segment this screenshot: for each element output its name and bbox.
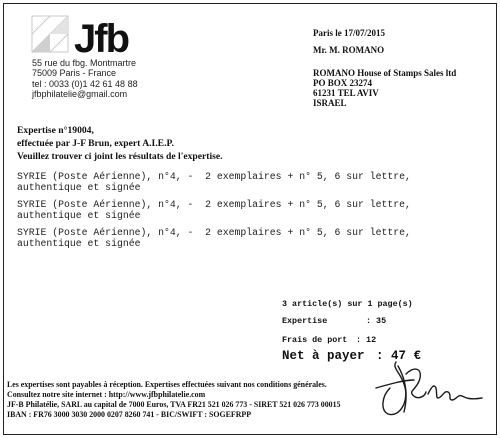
recipient-address-line: ISRAEL — [313, 98, 347, 108]
footer-legal — [7, 380, 340, 420]
article-count: 3 article(s) sur 1 page(s) — [282, 299, 413, 309]
shipping-label: Frais de port — [282, 335, 348, 345]
expertise-number: Expertise n°19004, — [17, 125, 94, 136]
item-description: SYRIE (Poste Aérienne), n°4, - 2 exemplaires + n° 5, 6 sur lettre, — [17, 198, 411, 210]
footer-line: JF-B Philatélie, SARL au capital de 7000 Euros, TVA FR21 521 026 773 - SIRET 521 026 773 00015 — [7, 400, 341, 409]
phone-line: tel : 0033 (0)1 42 61 48 88 — [32, 78, 138, 89]
logo-text: Jfb — [74, 17, 128, 58]
results-line: Veuillez trouver ci joint les résultats de l'expertise. — [17, 151, 223, 162]
footer-line: IBAN : FR76 3000 3030 2000 0207 8260 741 - BIC/SWIFT : SOGEFRPP — [7, 410, 252, 419]
item-description: SYRIE (Poste Aérienne), n°4, - 2 exemplaires + n° 5, 6 sur lettre, — [17, 226, 411, 238]
footer-line: Consultez notre site internet : http://www.jfbphilatelie.com — [7, 390, 206, 399]
expert-by-line: effectuée par J-F Brun, expert A.I.E.P. — [17, 138, 174, 149]
footer-line: Les expertises sont payables à réception. Expertises effectuées suivant nos conditions générales. — [7, 380, 327, 389]
item-description: SYRIE (Poste Aérienne), n°4, - 2 exemplaires + n° 5, 6 sur lettre, — [17, 171, 411, 182]
recipient-address-line: 61231 TEL AVIV — [313, 88, 379, 98]
sender-address — [32, 58, 138, 100]
address-line: 75009 Paris - France — [32, 68, 117, 79]
expertise-label: Expertise — [282, 316, 328, 326]
email-line: jfbphilatelie@gmail.com — [32, 89, 128, 100]
recipient-name: Mr. M. ROMANO — [313, 45, 385, 55]
list-item — [17, 199, 411, 221]
jfb-logo — [30, 14, 140, 58]
net-to-pay-label: Net à payer — [282, 349, 365, 363]
handwritten-signature — [370, 358, 488, 418]
expertise-value: : 35 — [366, 316, 387, 326]
recipient-address — [313, 68, 456, 108]
address-line: 55 rue du fbg. Montmartre — [32, 58, 137, 68]
shipping-value: : 12 — [356, 335, 377, 345]
date-line: Paris le 17/07/2015 — [313, 28, 385, 38]
list-item — [17, 171, 411, 193]
list-item — [17, 227, 411, 249]
item-status: authentique et signée — [17, 238, 141, 250]
item-status: authentique et signée — [17, 182, 141, 194]
item-status: authentique et signée — [17, 210, 141, 222]
recipient-address-line: PO BOX 23274 — [313, 78, 373, 88]
items-list — [17, 171, 411, 255]
recipient-address-line: ROMANO House of Stamps Sales ltd — [313, 68, 457, 78]
net-to-pay-value: : 47 € — [376, 349, 422, 363]
expertise-intro — [17, 124, 223, 163]
